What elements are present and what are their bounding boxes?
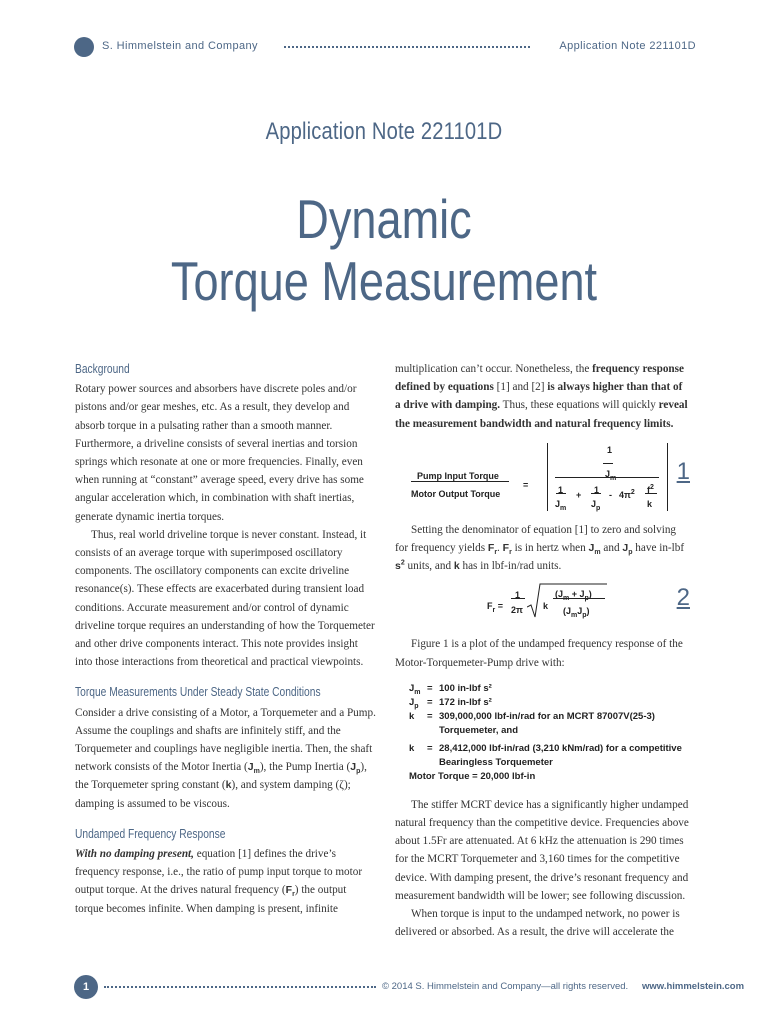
eq1-k: k [647, 498, 653, 509]
eq1-jp: $J_p$ [591, 498, 601, 512]
eq1-equals: = [523, 479, 529, 490]
symbol-jm: $J_m$ [588, 542, 601, 557]
paragraph-undamped [75, 845, 377, 918]
text: ), the Pump Inertia ( [259, 761, 351, 774]
text: ), the Torquemeter spring constant ( [75, 761, 367, 792]
eq2-fraction-bar [511, 598, 525, 599]
eq2-k: k [543, 601, 549, 612]
title-line-2: Torque Measurement [170, 250, 598, 312]
title-line-1: Dynamic [296, 188, 472, 250]
param-equals: = [427, 696, 433, 708]
param-symbol: k [409, 710, 415, 722]
symbol-s-squared: $s^2$ [395, 559, 405, 573]
equation-1 [395, 441, 690, 511]
eq1-one: 1 [558, 484, 564, 495]
eq2-two-pi: 2π [511, 605, 523, 616]
motor-torque: Motor Torque = 20,000 lbf-in [409, 770, 536, 782]
parameter-list [409, 682, 690, 784]
document-title [69, 188, 699, 312]
parameter-row [409, 696, 690, 710]
eq2-fr: $F_r$ = [487, 601, 504, 615]
text: is in hertz when [511, 542, 589, 555]
symbol-jp: $J_p$ [622, 542, 633, 557]
bold-text: is always higher than that of a drive with damping. [395, 381, 683, 412]
footer-copyright: © 2014 S. Himmelstein and Company—all rights reserved. [382, 981, 629, 992]
param-value: 28,412,000 lbf-in/rad (3,210 kNm/rad) for a competitive Bearingless Torquemeter [439, 742, 682, 768]
eq2-one: 1 [515, 590, 521, 601]
header-note-id: Application Note 221101D [559, 40, 696, 52]
text: Consider a drive consisting of a Motor, a Torquemeter and a Pump. Assume the couplings and shafts are infinitely stiff, and the Torquemeter and couplings have negligible inertia. Then, the shaft network consists of the Motor Inertia ( [75, 706, 376, 774]
text: have in-lbf [632, 542, 685, 555]
text: and [600, 542, 623, 555]
symbol-jm: $J_m$ [247, 761, 260, 776]
eq1-main-bar [555, 477, 659, 478]
heading-undamped: Undamped Frequency Response [75, 826, 226, 841]
paragraph-mcrt-comparison: The stiffer MCRT device has a significantly higher undamped natural frequency than the competitive device. Frequencies above about 1.5Fr are attenuated. At 6 kHz the attenuation is 290 times for the MCRT Torquemeter and 3,160 times for the competitive device. With damping present, the drive’s resonant frequency and measurement bandwidth will be lower; see following discussion. [395, 798, 689, 902]
right-column [395, 360, 690, 941]
text: Setting the denominator of equation [1] to zero and solving for frequency yields [395, 523, 677, 555]
paragraph-frequency-response [395, 360, 690, 433]
eq1-abs-bar-right [667, 443, 668, 511]
symbol-k: k [225, 779, 232, 792]
eq1-small-bar [591, 493, 601, 494]
header-company: S. Himmelstein and Company [102, 40, 258, 52]
eq1-one: 1 [594, 484, 600, 495]
eq1-denominator-label: Motor Output Torque [411, 488, 501, 499]
equation-number-2: 2 [676, 584, 690, 612]
symbol-fr: $F_r$ [285, 884, 295, 899]
symbol-fr: $F_r$ [487, 542, 498, 557]
page-footer [74, 975, 745, 1001]
param-symbol: $J_m$ [409, 682, 421, 696]
eq2-numerator: $(J_m + J_p)$ [555, 589, 592, 603]
bold-text: reveal the measurement bandwidth and natural frequency limits. [395, 399, 688, 430]
param-value: 172 in-lbf s² [439, 696, 492, 708]
param-equals: = [427, 742, 433, 754]
footer-divider [104, 986, 376, 988]
parameter-row [409, 682, 690, 696]
eq1-minus: - [609, 489, 612, 500]
param-value: 100 in-lbf s² [439, 682, 492, 694]
heading-background: Background [75, 362, 130, 376]
text: multiplication can’t occur. Nonetheless, the [395, 363, 593, 375]
page-header [74, 36, 696, 58]
eq1-one: 1 [607, 444, 613, 455]
param-symbol: $J_p$ [409, 696, 419, 710]
equation-2 [395, 581, 690, 625]
document-subtitle: Application Note 221101D [265, 118, 503, 145]
paragraph-steady-state [75, 704, 377, 813]
paragraph-denominator [395, 521, 690, 576]
param-equals: = [427, 710, 433, 722]
text: ); damping is assumed to be viscous. [75, 779, 351, 810]
symbol-jp: $J_p$ [350, 761, 361, 776]
text: ) the output torque becomes infinite. When damping is present, infinite [75, 884, 347, 915]
eq1-jm: $J_m$ [555, 498, 567, 512]
eq1-small-bar [645, 493, 657, 494]
param-symbol: k [409, 742, 415, 754]
header-dot-icon [74, 37, 94, 57]
eq1-small-bar [603, 463, 613, 464]
paragraph-background-1: Rotary power sources and absorbers have discrete poles and/or pistons and/or gear meshes, etc. As a result, they develop and absorb torque in a pulsating rather than a smooth manner. Furthermore, a driveline consists of several inertias and torsion springs which resonate at one or more frequencies. Finally, even when running at “constant” average speed, every drive has some angular acceleration which, in combination with shaft inertias, generate dynamic inertia torques. [75, 383, 364, 523]
equation-number-1: 1 [676, 457, 690, 485]
paragraph-figure-1: Figure 1 is a plot of the undamped frequency response of the Motor-Torquemeter-Pump drive with: [395, 638, 683, 669]
symbol-zeta: ζ [339, 779, 344, 792]
eq1-small-bar [556, 493, 566, 494]
eq1-f-squared: $f^2$ [647, 483, 654, 495]
symbol-k: k [453, 560, 460, 573]
text: Thus, these equations will quickly [500, 399, 659, 412]
page-number: 1 [74, 975, 98, 999]
eq1-fraction-bar [411, 481, 509, 482]
text: has in lbf-in/rad units. [459, 560, 562, 573]
eq1-abs-bar-left [547, 443, 548, 511]
eq1-plus: + [576, 489, 582, 500]
text: [1] and [2] [493, 381, 548, 394]
eq1-jm: $J_m$ [605, 468, 617, 482]
param-value: 309,000,000 lbf-in/rad for an MCRT 87007V(25-3) Torquemeter, and [439, 710, 655, 736]
symbol-fr: $F_r$ [502, 542, 512, 557]
emphasis-no-damping: With no damping present, [75, 848, 194, 861]
parameter-row [409, 710, 690, 738]
parameter-row [409, 742, 690, 770]
text: . [497, 542, 503, 555]
text: equation [1] defines the drive’s frequency response, i.e., the ratio of pump input torque to motor output torque. At the drives natural frequency ( [75, 848, 363, 897]
param-equals: = [427, 682, 433, 694]
paragraph-undamped-network: When torque is input to the undamped network, no power is delivered or absorbed. As a result, the drive will accelerate the [395, 908, 680, 939]
footer-website-link[interactable]: www.himmelstein.com [642, 981, 745, 992]
paragraph-background-2: Thus, real world driveline torque is never constant. Instead, it consists of an average torque with superimposed oscillatory components. The oscillatory components can excite driveline resonance(s). These effects are exacerbated during transient load conditions. Accurate measurement and/or control of dynamic driveline torque requires an understanding of how the Torquemeter and other drive components interact. This note provides insight into those interactions from theoretical and practical viewpoints. [75, 528, 375, 669]
eq1-numerator-label: Pump Input Torque [417, 470, 499, 481]
bold-text: frequency response defined by equations [395, 363, 684, 394]
text: units, and [404, 560, 454, 573]
left-column [75, 360, 377, 918]
eq2-denominator: $(J_mJ_p)$ [563, 606, 590, 620]
header-divider [284, 46, 530, 48]
heading-steady-state: Torque Measurements Under Steady State Conditions [75, 685, 321, 700]
text: ), and system damping ( [231, 779, 340, 792]
eq2-inner-bar [553, 598, 605, 599]
eq1-four-pi-squared: $4\pi^2$ [619, 488, 635, 500]
